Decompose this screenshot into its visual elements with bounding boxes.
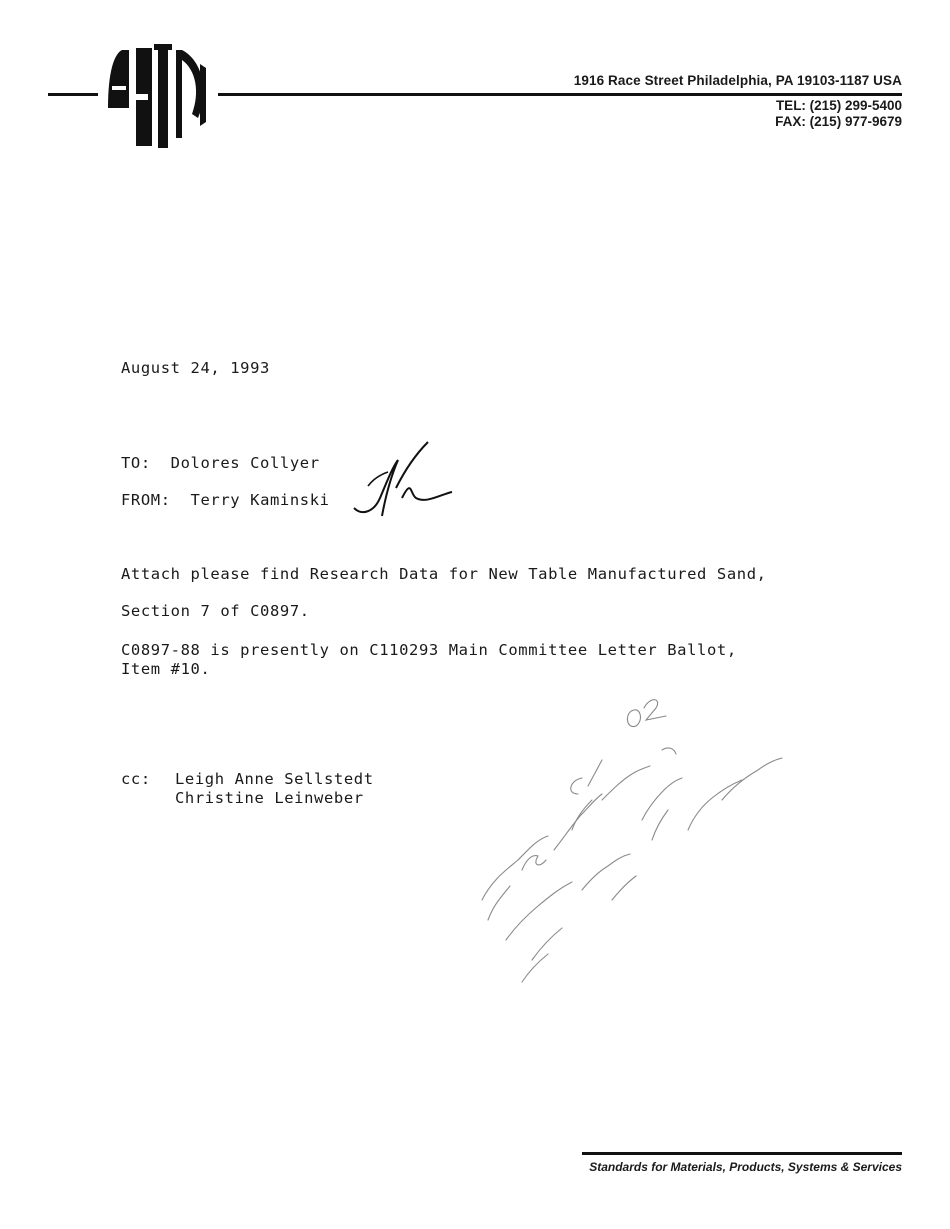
letterhead-rule-right (218, 93, 902, 96)
astm-logo (102, 42, 216, 150)
to-line (121, 454, 320, 472)
letter-date: August 24, 1993 (121, 359, 270, 377)
to-label: TO: (121, 454, 151, 472)
footer-rule (582, 1152, 902, 1155)
footer-tagline: Standards for Materials, Products, Systems & Services (589, 1160, 902, 1174)
pencil-annotation (462, 690, 792, 1000)
cc-label: cc: (121, 770, 151, 788)
to-name: Dolores Collyer (170, 454, 320, 472)
paragraph-3: C0897-88 is presently on C110293 Main Committee Letter Ballot, Item #10. (121, 641, 737, 678)
cc-names: Leigh Anne Sellstedt Christine Leinweber (175, 770, 374, 807)
letterhead-fax: FAX: (215) 977-9679 (775, 114, 902, 129)
from-label: FROM: (121, 491, 171, 509)
letterhead-tel: TEL: (215) 299-5400 (775, 98, 902, 113)
from-name: Terry Kaminski (190, 491, 330, 509)
letterhead-rule-left (48, 93, 98, 96)
letterhead-contact (775, 98, 902, 130)
from-line (121, 491, 330, 509)
handwritten-signature (352, 438, 462, 518)
paragraph-2: Section 7 of C0897. (121, 602, 310, 620)
paragraph-1: Attach please find Research Data for New Table Manufactured Sand, (121, 565, 767, 583)
letterhead-address: 1916 Race Street Philadelphia, PA 19103-1187 USA (573, 73, 902, 88)
